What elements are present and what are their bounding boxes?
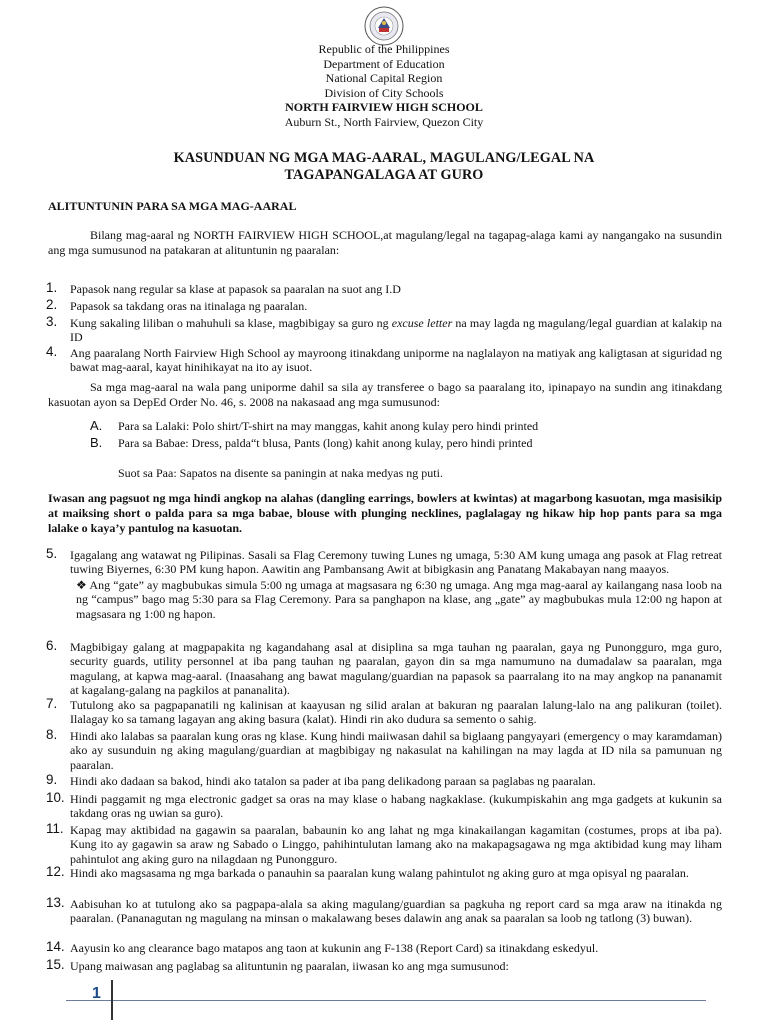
title-line-1: KASUNDUAN NG MGA MAG-AARAL, MAGULANG/LEGAL NA [173, 150, 595, 166]
item-number: 7. [46, 696, 58, 711]
item-number: 9. [46, 772, 58, 787]
item-text: Hindi paggamit ng mga electronic gadget sa oras na may klase o habang nagkaklase. (kukumpiskahin ang mga gadgets at kukunin sa takdang oras ng uwian sa guro). [70, 792, 722, 821]
item-number: 13. [46, 895, 65, 910]
item-text: Hindi ako lalabas sa paaralan kung oras ng klase. Kung hindi maiiwasan dahil sa biglaang pangyayari (emergency o may karamdaman) ako ay susunduin ng aking magulang/guardian at magbibigay ng nakasulat na kahilingan na may lagda at ID nila sa pamunuan ng paaralan. [70, 729, 722, 772]
footer-rule [66, 1000, 706, 1001]
uniform-paragraph: Sa mga mag-aaral na wala pang uniporme dahil sa sila ay transferee o bago sa paaralang ito, ipinapayo na sundin ang itinakdang kasuotan ayon sa DepEd Order No. 46, s. 2008 na nakasaad ang mga sumusunod: [48, 380, 722, 409]
item-number: 11. [46, 821, 64, 836]
item-text-pre: Kung sakaling liliban o mahuhuli sa klase, magbibigay sa guro ng [70, 316, 392, 330]
item-number: 6. [46, 638, 58, 653]
header-division: Division of City Schools [324, 85, 444, 100]
item-letter: B. [90, 435, 103, 450]
item-text: Aabisuhan ko at tutulong ako sa pagpapa-alala sa aking magulang/guardian sa pagkuha ng report card sa mga araw na itinakda ng paaralan. (Pananagutan ng magulang na minsan o makalawang beses dalawin ang anak sa paaralan sa loob ng tatlong (3) buwan). [70, 897, 722, 926]
item-text: Magbibigay galang at magpapakita ng kagandahang asal at disiplina sa mga tauhan ng paaralan, gaya ng Punongguro, mga guro, security guards, utility personnel at iba pang tauhan ng paaralan, gayon din sa mga namumuno na dumadalaw sa paaralan, mga magulang, at kapwa mag-aaral. (Inaasahang ang bawat magulang/guardian na papasok sa paarralang ito na may angkop na pananamit at kagalang-galang na pagkilos at pananalita). [70, 640, 722, 698]
item-text-post: na may lagda ng magulang/legal guardian at kalakip na ID [70, 316, 722, 345]
page-number: 1 [92, 985, 101, 1002]
header-region: National Capital Region [325, 71, 443, 86]
item-text: Upang maiwasan ang paglabag sa alituntunin ng paaralan, iiwasan ko ang mga sumusunod: [70, 959, 509, 973]
item-number: 8. [46, 727, 58, 742]
item-text: Ang paaralang North Fairview High School ay mayroong itinakdang uniporme na naglalayon na matiyak ang kaligtasan at siguridad ng bawat mag-aaral, kayat hinihikayat na ito ay isuot. [70, 346, 722, 375]
item-letter: A. [90, 418, 103, 433]
warning-paragraph: Iwasan ang pagsuot ng mga hindi angkop na alahas (dangling earrings, bowlers at kwintas) at magarbong kasuotan, mga masisikip at maiksing short o palda para sa mga babae, blouse with plunging necklines, paglalagay ng hikaw hip hop pants para sa mga lalake o kaya’y pantulog na kasuotan. [48, 491, 722, 535]
item-text: Kapag may aktibidad na gagawin sa paaralan, babaunin ko ang lahat ng mga kinakailangan kagamitan (costumes, props at iba pa). Kung ito ay gagawin sa araw ng Sabado o Linggo, pahihintulutan lamang ako na makapagsagawa ng mga aktibidad kung may liham pahintulot ang aking guro na nilagdaan ng Punongguro. [70, 823, 722, 866]
item-text: Aayusin ko ang clearance bago matapos ang taon at kukunin ang F-138 (Report Card) sa itinakdang eskedyul. [70, 941, 599, 955]
item-text: Papasok sa takdang oras na itinalaga ng paaralan. [70, 299, 308, 313]
intro-paragraph: Bilang mag-aaral ng NORTH FAIRVIEW HIGH SCHOOL,at magulang/legal na tagapag-alaga kami ay nangangako na susundin ang mga sumusunod na patakaran at alituntunin ng paaralan: [48, 228, 722, 257]
page-number-divider [111, 980, 113, 1020]
item-text: Hindi ako magsasama ng mga barkada o panauhin sa paaralan kung walang pahintulot ng aking guro at mga opisyal ng paaralan. [70, 866, 689, 880]
item-number: 14. [46, 939, 65, 954]
uniform-item-female [90, 435, 532, 451]
header-address: Auburn St., North Fairview, Quezon City [284, 114, 484, 129]
section-heading: ALITUNTUNIN PARA SA MGA MAG-AARAL [48, 199, 297, 213]
header-republic: Republic of the Philippines [318, 42, 450, 56]
item-text: Igagalang ang watawat ng Pilipinas. Sasali sa Flag Ceremony tuwing Lunes ng umaga, 5:30 AM kung umaga ang pasok at Flag retreat tuwing Biyernes, 6:30 PM kung hapon. Aawitin ang Pambansang Awit at bibigkasin ang Panatang Makabayan nang maayos. [70, 548, 722, 577]
item-text-emphasis: excuse letter [391, 316, 453, 330]
deped-seal-icon [364, 6, 404, 46]
item-number: 2. [46, 297, 58, 312]
header-department: Department of Education [323, 56, 445, 71]
item-number: 12. [46, 864, 65, 879]
item-text: Para sa Lalaki: Polo shirt/T-shirt na may manggas, kahit anong kulay pero hindi printed [118, 419, 539, 433]
uniform-item-male [90, 418, 538, 434]
item-subnote: ❖ Ang “gate” ay magbubukas simula 5:00 ng umaga at magsasara ng 6:30 ng umaga. Ang mga mag-aaral ay kailangang nasa loob na ng “campus” bago mag 5:30 para sa Flag Ceremony. Para sa panghapon na klase, ang „gate” ay magbubukas mula 12:00 ng hapon at magsasara ng 1:00 ng hapon. [76, 577, 722, 621]
item-number: 15. [46, 957, 65, 972]
item-number: 5. [46, 546, 58, 561]
item-number: 10. [46, 790, 65, 805]
item-number: 4. [46, 344, 58, 359]
item-number: 1. [46, 280, 58, 295]
item-number: 3. [46, 314, 58, 329]
document-title [0, 150, 768, 184]
item-text: Hindi ako dadaan sa bakod, hindi ako tatalon sa pader at iba pang delikadong paraan sa paglabas ng paaralan. [70, 774, 596, 788]
header-school-name: NORTH FAIRVIEW HIGH SCHOOL [285, 100, 483, 115]
title-line-2: TAGAPANGALAGA AT GURO [284, 167, 484, 183]
item-text: Tutulong ako sa pagpapanatili ng kalinisan at kaayusan ng silid aralan at bakuran ng paaralan lalung-lalo na ang palikuran (toilet). Ilalagay ko sa tamang lagayan ang aking basura (kalat). Hindi rin ako dudura sa semento o sahig. [70, 698, 722, 727]
shoes-line: Suot sa Paa: Sapatos na disente sa paningin at naka medyas ng puti. [118, 466, 443, 480]
item-text: Papasok nang regular sa klase at papasok sa paaralan na suot ang I.D [70, 282, 401, 296]
item-text: Para sa Babae: Dress, palda“t blusa, Pants (long) kahit anong kulay, pero hindi printed [118, 436, 533, 450]
item-text [70, 316, 722, 345]
letterhead [0, 42, 768, 130]
